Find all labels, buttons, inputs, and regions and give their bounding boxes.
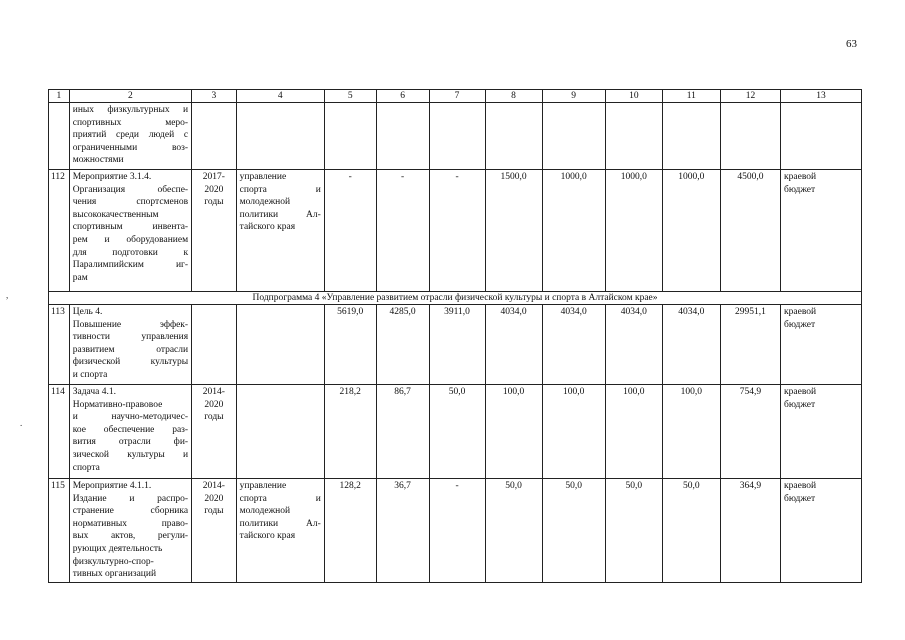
value-cell: - [429,479,485,583]
header-cell: 1 [49,90,70,103]
header-cell: 9 [542,90,605,103]
row-source: краевой бюджет [781,479,862,583]
header-cell: 10 [605,90,662,103]
page-number: 63 [846,38,857,50]
header-cell: 11 [662,90,720,103]
value-cell: 100,0 [485,385,542,479]
table-row [49,479,862,583]
header-cell: 5 [324,90,376,103]
value-cell: 364,9 [720,479,780,583]
value-cell: 36,7 [376,479,429,583]
header-cell: 2 [69,90,191,103]
header-cell: 7 [429,90,485,103]
table-row [49,103,862,170]
header-cell: 13 [781,90,862,103]
value-cell: 1000,0 [662,170,720,292]
value-cell: 218,2 [324,385,376,479]
value-cell: 128,2 [324,479,376,583]
row-number: 113 [49,305,70,385]
value-cell: - [324,170,376,292]
row-source: краевой бюджет [781,305,862,385]
row-number: 115 [49,479,70,583]
value-cell: 754,9 [720,385,780,479]
row-name: Мероприятие 4.1.1. Издание и распро- странение сборника нормативных право- вых актов, регули- рующих деятельность физкультурно-спор- тивных организаций [69,479,191,583]
margin-mark: . [20,418,23,428]
row-name: Задача 4.1. Нормативно-правовое и научно-методичес- кое обеспечение раз- вития отрасли фи- зической культуры и спорта [69,385,191,479]
row-responsible: управление спорта и молодежной политики Ал- тайского края [236,479,324,583]
value-cell: 100,0 [662,385,720,479]
value-cell: 4034,0 [485,305,542,385]
row-years: 2014- 2020 годы [192,385,237,479]
header-cell: 3 [192,90,237,103]
value-cell: 50,0 [605,479,662,583]
value-cell: 3911,0 [429,305,485,385]
value-cell: 100,0 [605,385,662,479]
row-responsible: управление спорта и молодежной политики Ал- тайского края [236,170,324,292]
value-cell: - [429,170,485,292]
table-row [49,385,862,479]
value-cell: 50,0 [429,385,485,479]
subprogram-row [49,292,862,305]
value-cell: 1000,0 [605,170,662,292]
value-cell: 86,7 [376,385,429,479]
row-years: 2014- 2020 годы [192,479,237,583]
row-name: Цель 4. Повышение эффек- тивности управления развитием отрасли физической культуры и спорта [69,305,191,385]
table-row [49,305,862,385]
row-source: краевой бюджет [781,170,862,292]
value-cell: 100,0 [542,385,605,479]
value-cell: 29951,1 [720,305,780,385]
value-cell: 5619,0 [324,305,376,385]
header-cell: 8 [485,90,542,103]
header-cell: 4 [236,90,324,103]
value-cell: 50,0 [542,479,605,583]
value-cell: 50,0 [485,479,542,583]
row-number: 114 [49,385,70,479]
value-cell: 50,0 [662,479,720,583]
budget-table [48,89,862,583]
margin-mark: , [6,290,9,300]
row-number: 112 [49,170,70,292]
row-name: Мероприятие 3.1.4. Организация обеспе- чения спортсменов высококачественным спортивным инвента- рем и оборудованием для подготовки к Паралимпийским иг- рам [69,170,191,292]
value-cell: 4034,0 [662,305,720,385]
value-cell: 4034,0 [542,305,605,385]
value-cell: 4500,0 [720,170,780,292]
header-cell: 12 [720,90,780,103]
value-cell: 4034,0 [605,305,662,385]
header-row [49,90,862,103]
header-cell: 6 [376,90,429,103]
value-cell: 4285,0 [376,305,429,385]
row-source: краевой бюджет [781,385,862,479]
value-cell: 1500,0 [485,170,542,292]
value-cell: 1000,0 [542,170,605,292]
value-cell: - [376,170,429,292]
row-name: иных физкультурных и спортивных меро- приятий среди людей с ограниченными воз- можностями [69,103,191,170]
row-years: 2017- 2020 годы [192,170,237,292]
subprogram-title: Подпрограмма 4 «Управление развитием отрасли физической культуры и спорта в Алтайском крае» [49,292,862,305]
table-row [49,170,862,292]
